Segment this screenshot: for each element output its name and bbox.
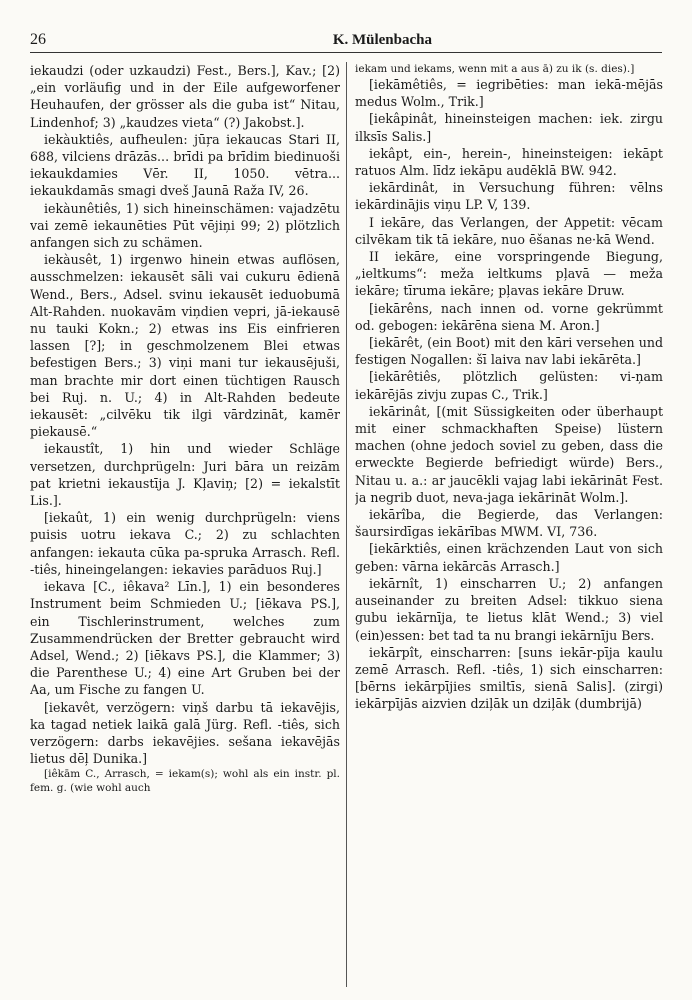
dictionary-entry: [iekārêt, (ein Boot) mit den kāri versehen und festigen Nogallen: šī laiva nav labi iekārēta.]: [355, 335, 663, 368]
dictionary-entry: iekārinât, [(mit Süssigkeiten oder überhaupt mit einer schmackhaften Speise) lüstern machen (ohne jedoch soviel zu geben, dass die erweckte Begierde befriedigt würde) Bers., Nitau u. a.: ar jaucēkli vajag labi iekārināt Fest. ja negrib duot, neva-jaga iekārināt Wolm.].: [355, 403, 663, 505]
dictionary-entry: [iêkām C., Arrasch, = iekam(s); wohl als ein instr. pl. fem. g. (wie wohl auch: [30, 768, 340, 795]
dictionary-entry: iekārnît, 1) einscharren U.; 2) anfangen auseinander zu breiten Adsel: tikkuo siena gubu iekārnīja, te lietus klāt Wend.; 3) viel (ein)essen: bet tad ta nu brangi iekārnīju Bers.: [355, 575, 663, 643]
dictionary-entry: [iekaût, 1) ein wenig durchprügeln: viens puisis uotru iekava C.; 2) zu schlachten anfangen: iekauta cūka pa-spruka Arrasch. Refl. -tiês, hineingelangen: iekavies parāduos Ruj.]: [30, 510, 340, 577]
dictionary-entry: iekaustît, 1) hin und wieder Schläge versetzen, durchprügeln: Juri bāra un reizām pat krietni iekaustīja J. Kļaviņ; [2) = iekalstīt Lis.].: [30, 441, 340, 509]
dictionary-entry: iekàuktiês, aufheulen: jūŗa iekaucas Stari II, 688, vilciens drāzās... brīdi pa brīdim biedinuoši iekaukdamies Vēr. II, 1050. vētra... iekaukdamās smagi dveš Jaunā Raža IV, 26.: [30, 131, 340, 199]
dictionary-entry: iekàusêt, 1) irgenwo hinein etwas auflösen, ausschmelzen: iekausēt sāli vai cukuru ēdienā Wend., Bers., Adsel. svinu iekausēt ieduobumā Alt-Rahden. nuokavām viņdien vepri, jā-iekausē nu tauki Kokn.; 2) etwas ins Eis einfrieren lassen [?]; in geschmolzenem Blei etwas befestigen Bers.; 3) viņi mani tur iekausējuši, man brachte mir dort einen tüchtigen Rausch bei Ruj. n. U.; 4) in Alt-Rahden bedeute iekausēt: „cilvēku tik ilgi vārdzināt, kamēr piekausē.“: [30, 252, 340, 440]
dictionary-entry: iekārpît, einscharren: [suns iekār-pīja kaulu zemē Arrasch. Refl. -tiês, 1) sich einscharren: [bērns iekārpījies smiltīs, sienā Salis]. (zirgi) iekārpījās aizvien dziļāk un dziļāk (dumbrijā): [355, 644, 663, 712]
page-header: [30, 30, 662, 53]
dictionary-entry: II iekāre, eine vorspringende Biegung, „ieltkums“: meža ieltkums pļavā — meža iekāre; tīruma iekāre; pļavas iekāre Druw.: [355, 249, 663, 299]
dictionary-entry: iekārîba, die Begierde, das Verlangen: šaursirdīgas iekārības MWM. VI, 736.: [355, 507, 663, 540]
left-column: [30, 62, 340, 987]
dictionary-entry: [iekārêns, nach innen od. vorne gekrümmt od. gebogen: iekārēna siena M. Aron.]: [355, 300, 663, 333]
page-number: 26: [30, 31, 46, 48]
dictionary-entry: [iekāmêtiês, = iegribēties: man iekā-mējās medus Wolm., Trik.]: [355, 77, 663, 110]
dictionary-entry: iekâpt, ein-, herein-, hineinsteigen: iekāpt ratuos Alm. līdz iekāpu audēklā BW. 942.: [355, 145, 663, 179]
dictionary-entry: [iekārêtiês, plötzlich gelüsten: vi-ņam iekārējās zivju zupas C., Trik.]: [355, 369, 663, 402]
dictionary-entry: iekava [C., iêkava² Līn.], 1) ein besonderes Instrument beim Schmieden U.; [iēkava PS.], ein Tischlerinstrument, welches zum Zusammendrücken der Bretter gebraucht wird Adsel, Wend.; 2) [iēkavs PS.], die Klammer; 3) die Parenthese U.; 4) eine Art Gruben bei der Aa, um Fische zu fangen U.: [30, 579, 340, 698]
dictionary-entry: [iekâpinât, hineinsteigen machen: iek. zirgu ilksīs Salis.]: [355, 111, 663, 144]
column-divider: [346, 62, 347, 987]
dictionary-entry: [iekārktiês, einen krächzenden Laut von sich geben: vārna iekārcās Arrasch.]: [355, 541, 663, 574]
right-column: [355, 62, 663, 987]
dictionary-entry: I iekāre, das Verlangen, der Appetit: vēcam cilvēkam tik tā iekāre, nuo ēšanas ne·kā Wend.: [355, 214, 663, 247]
dictionary-entry: iekàunêtiês, 1) sich hineinschämen: vajadzētu vai zemē iekaunēties Pūt vējiņi 99; 2) plötzlich anfangen sich zu schämen.: [30, 200, 340, 251]
dictionary-entry: iekārdinât, in Versuchung führen: vēlns iekārdinājis viņu LP. V, 139.: [355, 180, 663, 213]
dictionary-entry: [iekavêt, verzögern: viņš darbu tā iekavējis, ka tagad netiek laikā galā Jürg. Refl. -tiês, sich verzögern: darbs iekavējies. sešana iekavējās lietus dēļ Dunika.]: [30, 699, 340, 767]
running-head: K. Mülenbacha: [332, 32, 432, 48]
dictionary-entry: iekaudzi (oder uzkaudzi) Fest., Bers.], Kav.; [2) „ein vorläufig und in der Eile aufgeworfener Heuhaufen, der grösser als die guba ist“ Nitau, Lindenhof; 3) „kaudzes vieta“ (?) Jakobst.].: [30, 63, 340, 130]
dictionary-entry: iekam und iekams, wenn mit a aus ā) zu ik (s. dies).]: [355, 63, 635, 75]
